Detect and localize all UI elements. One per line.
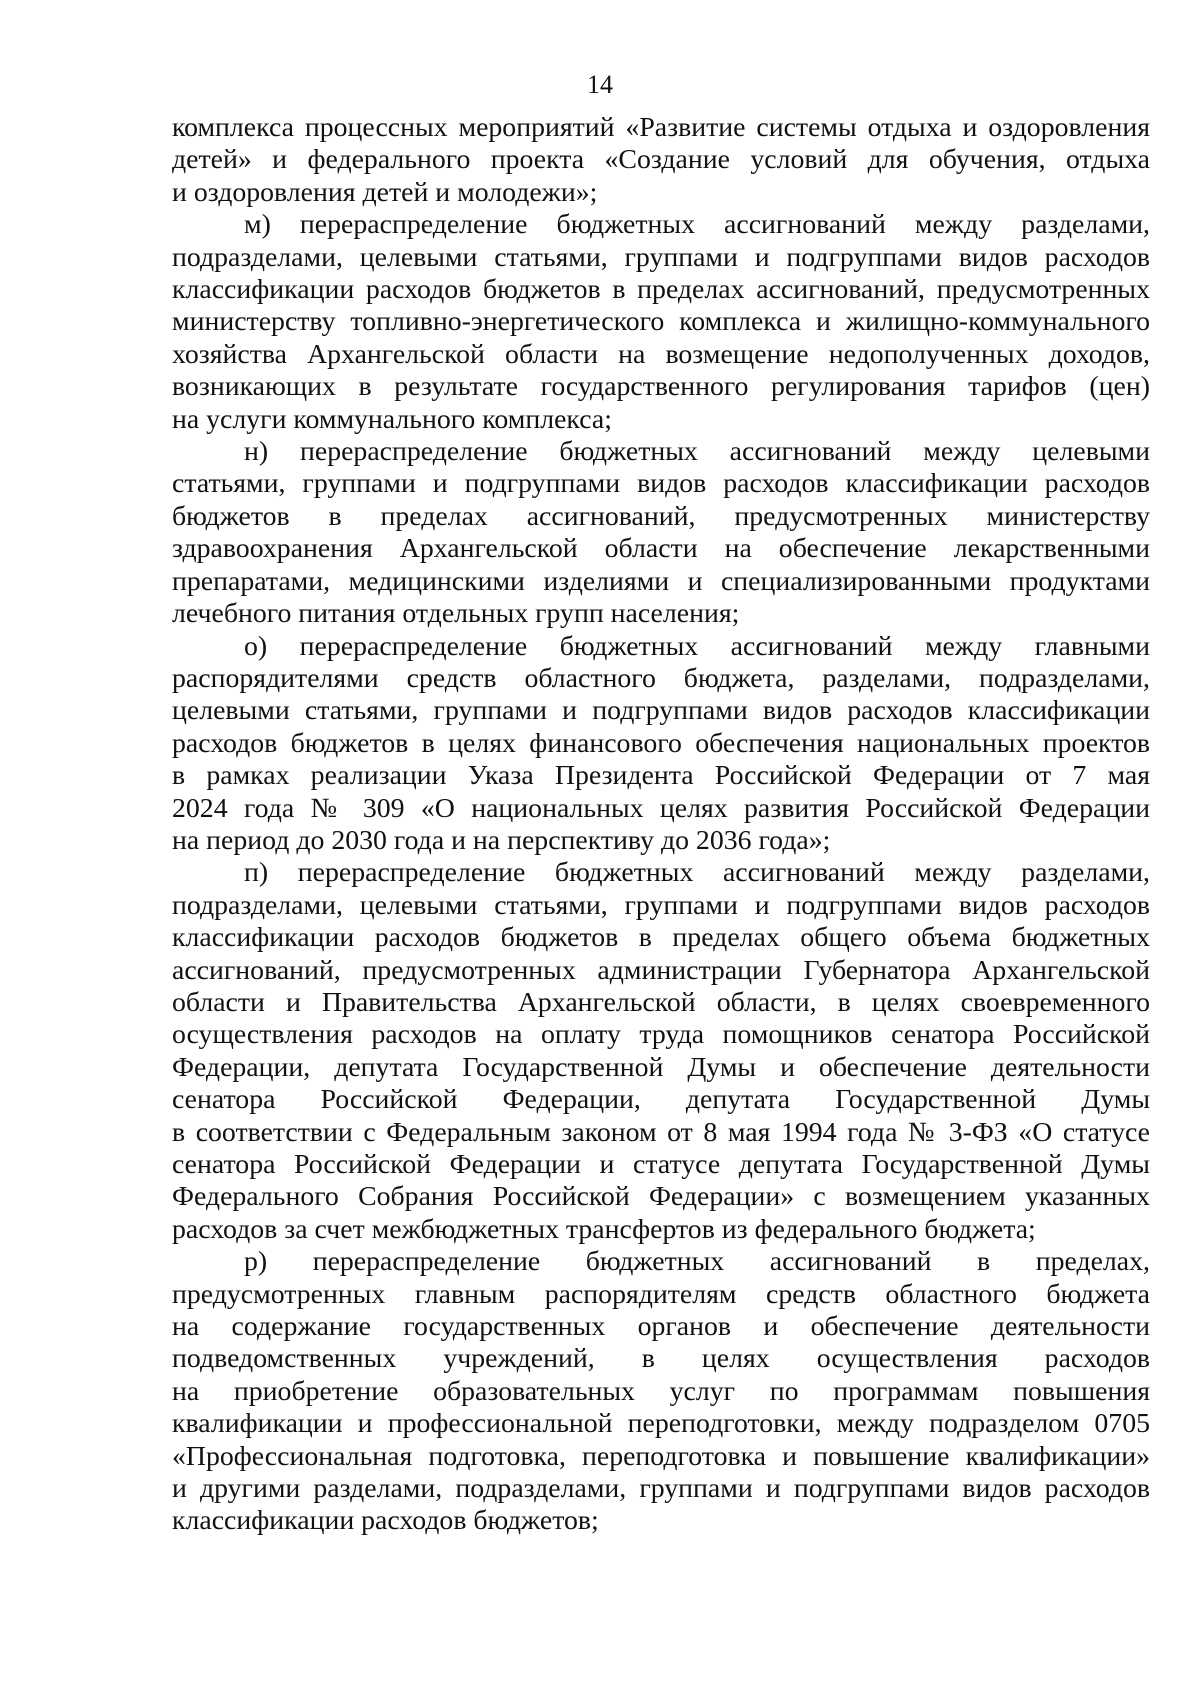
paragraph-line: комплекса процессных мероприятий «Развитие системы отдыха и оздоровления — [172, 112, 1150, 143]
paragraph-line: целевыми статьями, группами и подгруппами видов расходов классификации — [172, 695, 1150, 727]
paragraph-line: детей» и федерального проекта «Создание условий для обучения, отдыха — [172, 144, 1150, 176]
paragraph-line: на содержание государственных органов и обеспечение деятельности — [172, 1311, 1150, 1343]
paragraph-line: в соответствии с Федеральным законом от 8 мая 1994 года № 3-ФЗ «О статусе — [172, 1116, 1150, 1148]
paragraph-line: области и Правительства Архангельской области, в целях своевременного — [172, 986, 1150, 1018]
paragraph-line: статьями, группами и подгруппами видов расходов классификации расходов — [172, 468, 1150, 500]
paragraph-line: подведомственных учреждений, в целях осуществления расходов — [172, 1343, 1150, 1375]
paragraph-line: расходов бюджетов в целях финансового обеспечения национальных проектов — [172, 727, 1150, 759]
page-number: 14 — [587, 70, 613, 99]
paragraph — [172, 631, 1150, 858]
paragraph-line: осуществления расходов на оплату труда помощников сенатора Российской — [172, 1019, 1150, 1051]
paragraph-line: Федерации, депутата Государственной Думы и обеспечение деятельности — [172, 1051, 1150, 1083]
paragraph — [172, 436, 1150, 630]
paragraph-line: р) перераспределение бюджетных ассигнований в пределах, — [244, 1246, 1150, 1278]
paragraph-line: расходов за счет межбюджетных трансфертов из федерального бюджета; — [172, 1213, 1036, 1245]
paragraph-line: распорядителями средств областного бюджета, разделами, подразделами, — [172, 662, 1150, 694]
paragraph-line: и оздоровления детей и молодежи»; — [172, 176, 598, 208]
paragraph-line: возникающих в результате государственного регулирования тарифов (цен) — [172, 371, 1150, 403]
paragraph — [172, 209, 1150, 436]
paragraph-line: в рамках реализации Указа Президента Российской Федерации от 7 мая — [172, 760, 1150, 792]
paragraph — [172, 857, 1150, 1246]
paragraph-line: бюджетов в пределах ассигнований, предусмотренных министерству — [172, 500, 1150, 532]
paragraph-line: подразделами, целевыми статьями, группами и подгруппами видов расходов — [172, 241, 1150, 273]
paragraph-line: о) перераспределение бюджетных ассигнований между главными — [244, 630, 1150, 662]
paragraph-line: на услуги коммунального комплекса; — [172, 403, 612, 435]
paragraph-line: классификации расходов бюджетов в пределах общего объема бюджетных — [172, 922, 1150, 954]
paragraph-line: 2024 года № 309 «О национальных целях развития Российской Федерации — [172, 792, 1150, 824]
paragraph — [172, 112, 1150, 209]
paragraph-line: классификации расходов бюджетов в пределах ассигнований, предусмотренных — [172, 274, 1150, 306]
paragraph-line: сенатора Российской Федерации и статусе депутата Государственной Думы — [172, 1149, 1150, 1180]
paragraph-line: квалификации и профессиональной переподготовки, между подразделом 0705 — [172, 1408, 1150, 1440]
paragraph-line: и другими разделами, подразделами, группами и подгруппами видов расходов — [172, 1473, 1150, 1505]
paragraph-line: хозяйства Архангельской области на возмещение недополученных доходов, — [172, 338, 1150, 370]
paragraph-line: сенатора Российской Федерации, депутата Государственной Думы — [172, 1084, 1150, 1116]
paragraph-line: п) перераспределение бюджетных ассигнований между разделами, — [244, 857, 1150, 889]
paragraph-line: ассигнований, предусмотренных администрации Губернатора Архангельской — [172, 954, 1150, 986]
paragraph-line: министерству топливно-энергетического комплекса и жилищно-коммунального — [172, 306, 1150, 338]
paragraph-line: классификации расходов бюджетов; — [172, 1505, 599, 1537]
paragraph-line: «Профессиональная подготовка, переподготовка и повышение квалификации» — [172, 1440, 1150, 1472]
paragraph — [172, 1246, 1150, 1538]
paragraph-line: подразделами, целевыми статьями, группами и подгруппами видов расходов — [172, 889, 1150, 921]
paragraph-line: препаратами, медицинскими изделиями и специализированными продуктами — [172, 565, 1150, 597]
paragraph-line: на приобретение образовательных услуг по программам повышения — [172, 1375, 1150, 1407]
paragraph-line: м) перераспределение бюджетных ассигнований между разделами, — [244, 209, 1150, 241]
paragraph-line: н) перераспределение бюджетных ассигнований между целевыми — [244, 436, 1150, 468]
paragraph-line: на период до 2030 года и на перспективу до 2036 года»; — [172, 824, 831, 856]
paragraph-line: лечебного питания отдельных групп населения; — [172, 598, 740, 630]
document-body — [172, 112, 1150, 1538]
paragraph-line: Федерального Собрания Российской Федерации» с возмещением указанных — [172, 1181, 1150, 1213]
paragraph-line: предусмотренных главным распорядителям средств областного бюджета — [172, 1278, 1150, 1310]
paragraph-line: здравоохранения Архангельской области на обеспечение лекарственными — [172, 533, 1150, 565]
